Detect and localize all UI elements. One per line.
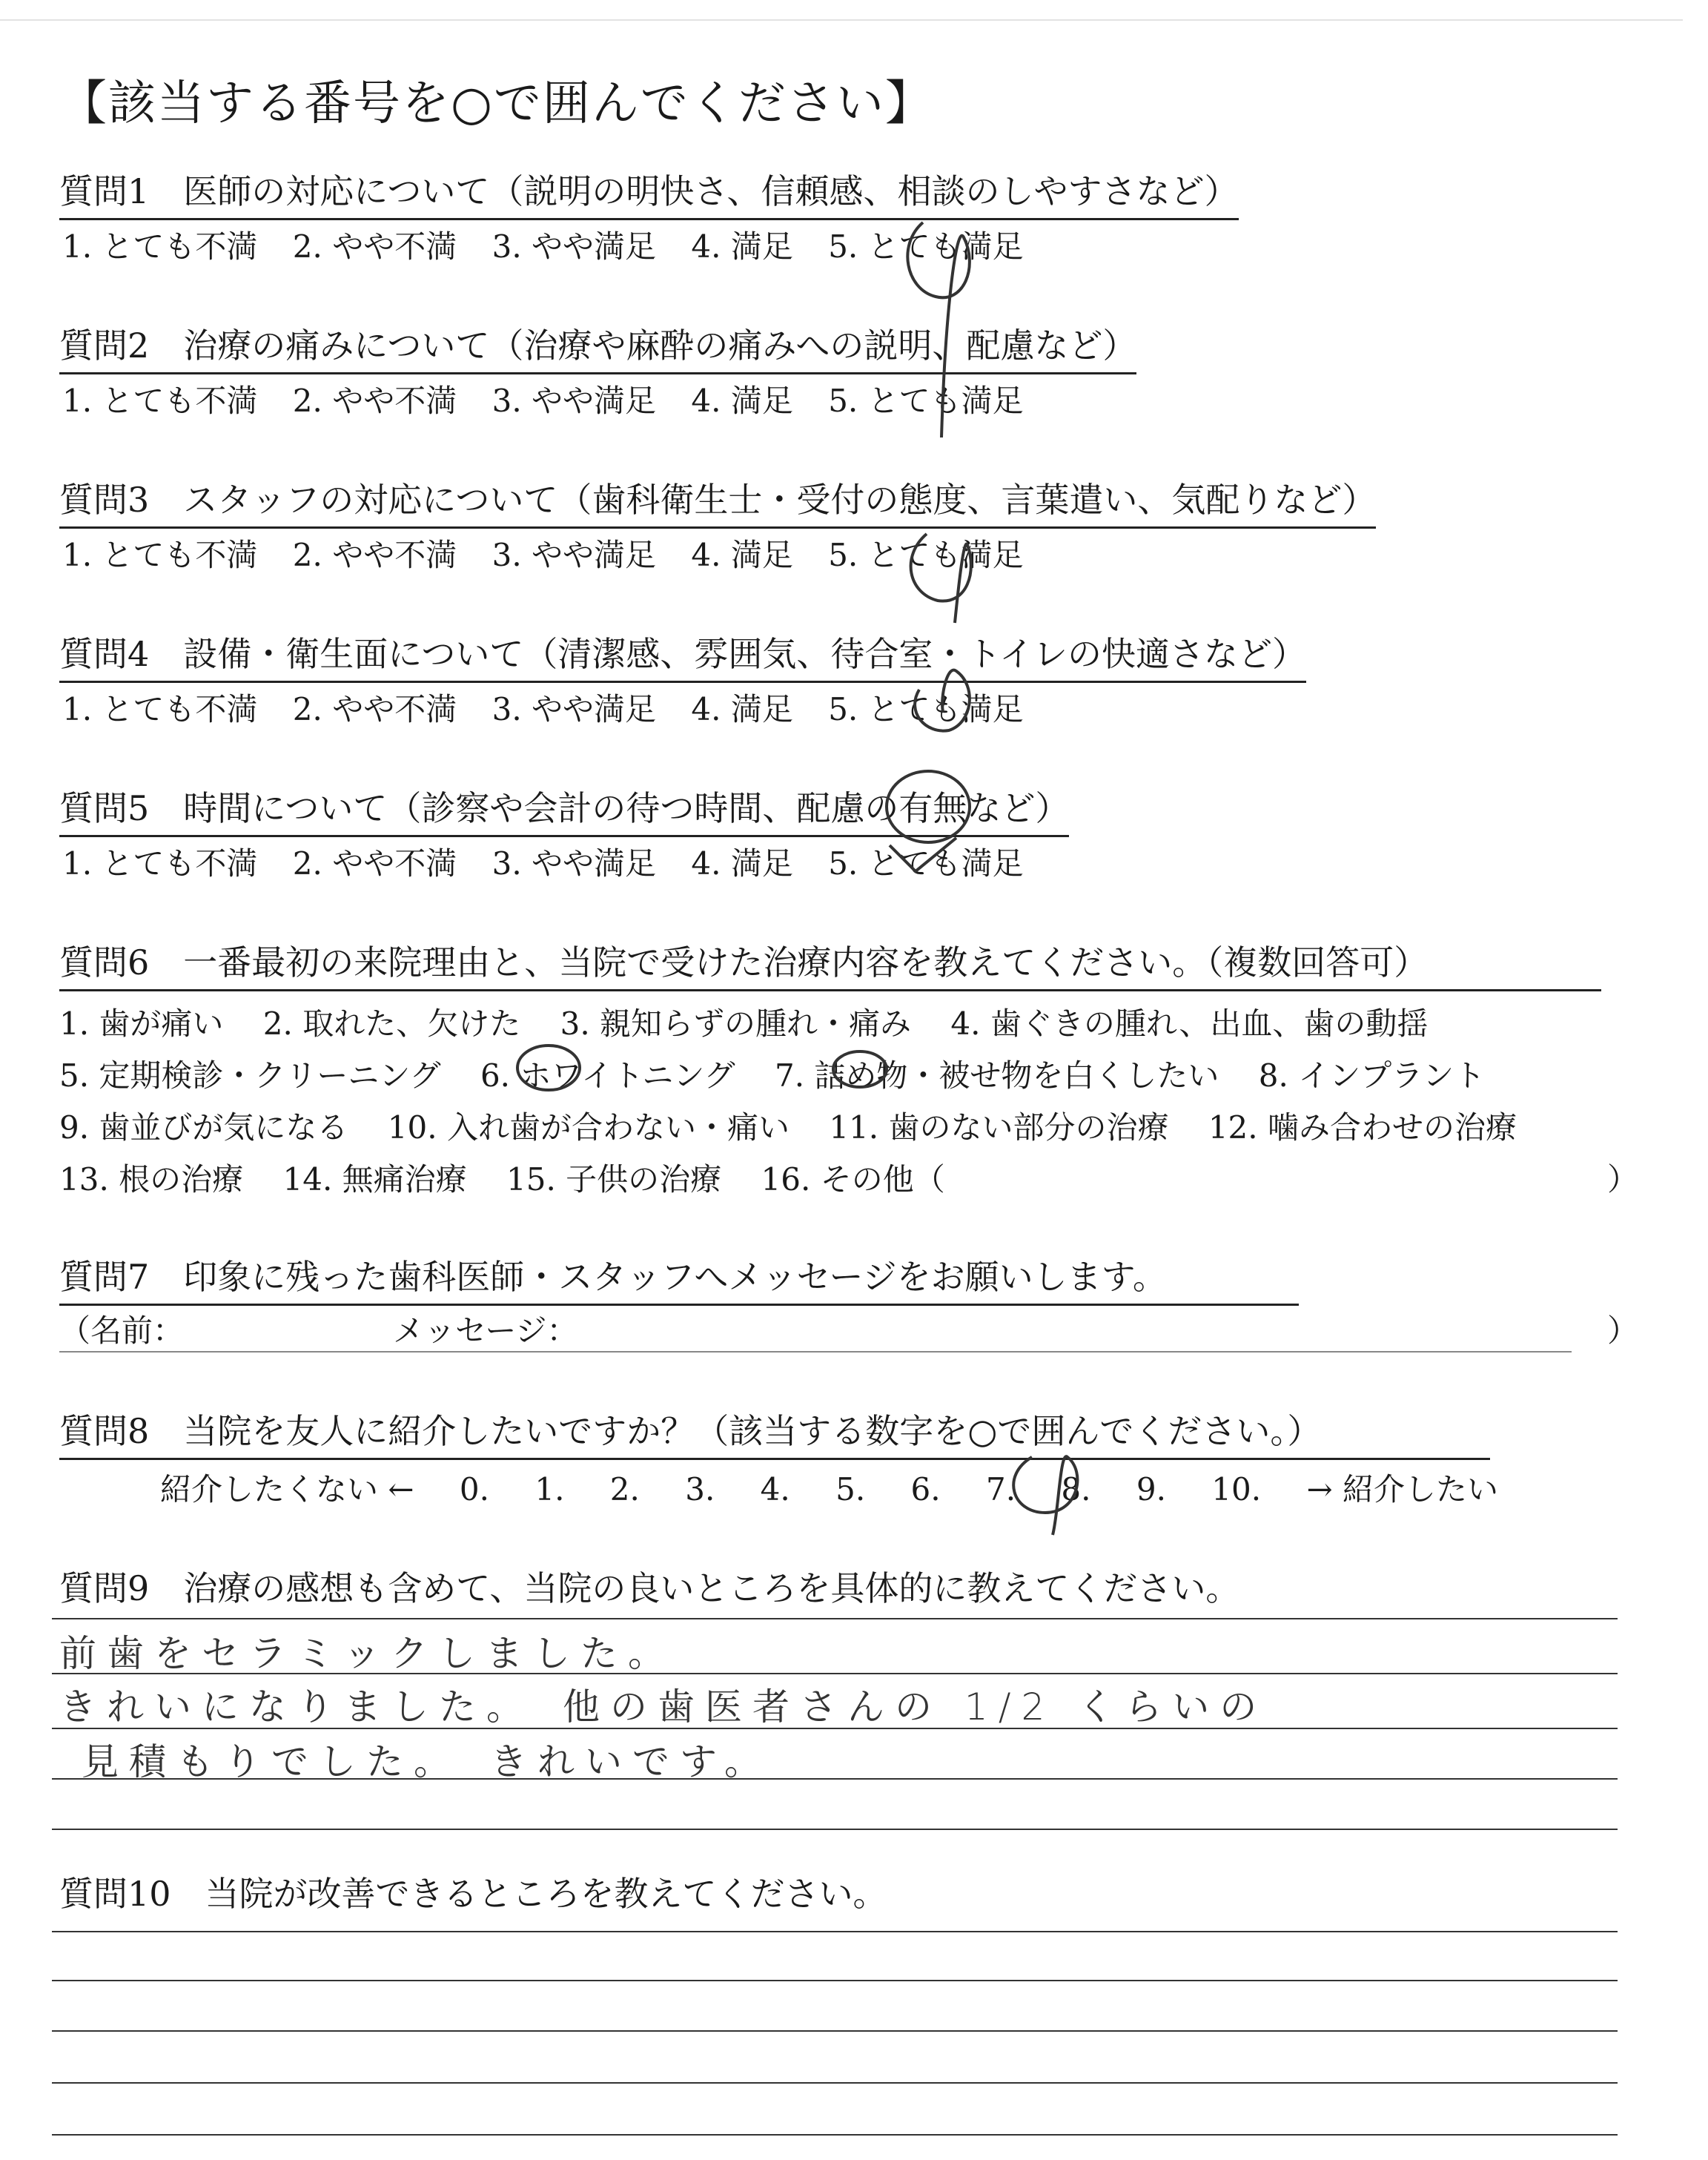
q8-num-2[interactable]: 2.: [609, 1471, 640, 1507]
q6-option-1[interactable]: 1. 歯が痛い: [59, 1005, 224, 1042]
q1-option-2[interactable]: 2. やや不満: [292, 228, 457, 265]
page-header: 【該当する番号を○で囲んでください】: [59, 76, 934, 131]
q8-scale: [160, 1465, 1528, 1510]
q8-num-0[interactable]: 0.: [459, 1471, 489, 1507]
q9-line-1[interactable]: [52, 1618, 1618, 1619]
q6-option-11[interactable]: 11. 歯のない部分の治療: [829, 1109, 1169, 1146]
q6-option-15[interactable]: 15. 子供の治療: [506, 1161, 722, 1198]
q6-option-16[interactable]: 16. その他（: [761, 1161, 945, 1198]
q6-option-7[interactable]: 7. 詰め物・被せ物を白くしたい: [774, 1057, 1219, 1094]
q6-option-5[interactable]: 5. 定期検診・クリーニング: [59, 1057, 441, 1094]
q2-title: 質問2 治療の痛みについて（治療や麻酔の痛みへの説明、配慮など）: [59, 319, 1136, 374]
q3-option-2[interactable]: 2. やや不満: [292, 537, 457, 573]
q8-right-label: → 紹介したい: [1306, 1471, 1498, 1507]
q3-option-4[interactable]: 4. 満足: [691, 537, 793, 573]
q6-option-9[interactable]: 9. 歯並びが気になる: [59, 1109, 348, 1146]
q5-title: 質問5 時間について（診察や会計の待つ時間、配慮の有無など）: [59, 782, 1069, 837]
q7-answer-line[interactable]: [59, 1351, 1572, 1353]
q2-option-2[interactable]: 2. やや不満: [292, 383, 457, 419]
q4-option-3[interactable]: 3. やや満足: [491, 691, 657, 727]
q6-row-2: [59, 1051, 1515, 1096]
q7-name-label: （名前：: [59, 1312, 185, 1349]
q1-title: 質問1 医師の対応について（説明の明快さ、信頼感、相談のしやすさなど）: [59, 165, 1239, 220]
q3-options: [62, 531, 1049, 575]
q10-line-3[interactable]: [52, 2030, 1618, 2032]
q6-row-1: [59, 1000, 1457, 1044]
q2-option-1[interactable]: 1. とても不満: [62, 383, 258, 419]
q6-option-6[interactable]: 6. ホワイトニング: [480, 1057, 735, 1094]
top-border: [0, 19, 1683, 21]
q8-num-5[interactable]: 5.: [835, 1471, 866, 1507]
q4-option-2[interactable]: 2. やや不満: [292, 691, 457, 727]
q2-options: [62, 377, 1049, 421]
q6-option-8[interactable]: 8. インプラント: [1258, 1057, 1486, 1094]
q5-option-1[interactable]: 1. とても不満: [62, 845, 258, 882]
q4-option-5[interactable]: 5. とても満足: [828, 691, 1024, 727]
q6-option-4[interactable]: 4. 歯ぐきの腫れ、出血、歯の動揺: [950, 1005, 1429, 1042]
q6-option-12[interactable]: 12. 噛み合わせの治療: [1208, 1109, 1517, 1146]
q3-title: 質問3 スタッフの対応について（歯科衛生士・受付の態度、言葉遣い、気配りなど）: [59, 473, 1376, 529]
q10-line-4[interactable]: [52, 2082, 1618, 2084]
q8-num-9[interactable]: 9.: [1136, 1471, 1166, 1507]
q2-option-4[interactable]: 4. 満足: [691, 383, 793, 419]
q7-message-label: メッセージ：: [393, 1312, 578, 1349]
q9-handwritten-line-2: きれいになりました。 他の歯医者さんの 1/2 くらいの: [59, 1685, 1268, 1728]
q8-title: 質問8 当院を友人に紹介したいですか？（該当する数字を○で囲んでください。）: [59, 1404, 1490, 1460]
q1-option-5[interactable]: 5. とても満足: [828, 228, 1024, 265]
q5-option-3[interactable]: 3. やや満足: [491, 845, 657, 882]
q8-num-7[interactable]: 7.: [985, 1471, 1016, 1507]
q8-num-1[interactable]: 1.: [534, 1471, 565, 1507]
q2-option-3[interactable]: 3. やや満足: [491, 383, 657, 419]
q9-line-5[interactable]: [52, 1829, 1618, 1830]
q10-line-1[interactable]: [52, 1931, 1618, 1932]
q6-option-13[interactable]: 13. 根の治療: [59, 1161, 244, 1198]
q9-handwritten-line-1: 前歯をセラミックしました。: [59, 1632, 675, 1675]
q1-option-1[interactable]: 1. とても不満: [62, 228, 258, 265]
q8-num-3[interactable]: 3.: [685, 1471, 715, 1507]
q2-option-5[interactable]: 5. とても満足: [828, 383, 1024, 419]
q8-num-6[interactable]: 6.: [910, 1471, 941, 1507]
q5-options: [62, 839, 1049, 884]
q3-option-3[interactable]: 3. やや満足: [491, 537, 657, 573]
q4-title: 質問4 設備・衛生面について（清潔感、雰囲気、待合室・トイレの快適さなど）: [59, 627, 1306, 683]
q4-options: [62, 685, 1049, 730]
q4-option-4[interactable]: 4. 満足: [691, 691, 793, 727]
q6-other-close-paren: ）: [1607, 1161, 1639, 1198]
q10-line-2[interactable]: [52, 1980, 1618, 1981]
q8-num-8[interactable]: 8.: [1061, 1471, 1091, 1507]
q5-option-2[interactable]: 2. やや不満: [292, 845, 457, 882]
q3-option-5[interactable]: 5. とても満足: [828, 537, 1024, 573]
q1-option-3[interactable]: 3. やや満足: [491, 228, 657, 265]
q6-option-2[interactable]: 2. 取れた、欠けた: [262, 1005, 521, 1042]
q6-row-4: [59, 1155, 975, 1200]
q8-num-4[interactable]: 4.: [760, 1471, 790, 1507]
q6-option-14[interactable]: 14. 無痛治療: [282, 1161, 467, 1198]
q8-num-10[interactable]: 10.: [1211, 1471, 1262, 1507]
q5-option-5[interactable]: 5. とても満足: [828, 845, 1024, 882]
q7-close-paren: ）: [1607, 1312, 1639, 1349]
q6-option-3[interactable]: 3. 親知らずの腫れ・痛み: [560, 1005, 912, 1042]
q3-option-1[interactable]: 1. とても不満: [62, 537, 258, 573]
q10-title: 質問10 当院が改善できるところを教えてください。: [59, 1874, 887, 1914]
q1-options: [62, 222, 1049, 267]
q8-left-label: 紹介したくない ←: [160, 1471, 414, 1507]
q9-handwritten-line-3: 見積もりでした。 きれいです。: [82, 1740, 772, 1783]
q1-option-4[interactable]: 4. 満足: [691, 228, 793, 265]
q7-title: 質問7 印象に残った歯科医師・スタッフへメッセージをお願いします。: [59, 1250, 1299, 1306]
q5-option-4[interactable]: 4. 満足: [691, 845, 793, 882]
q4-option-1[interactable]: 1. とても不満: [62, 691, 258, 727]
q6-row-3: [59, 1103, 1546, 1148]
q10-line-5[interactable]: [52, 2134, 1618, 2136]
q9-title: 質問9 治療の感想も含めて、当院の良いところを具体的に教えてください。: [59, 1568, 1240, 1608]
q6-option-10[interactable]: 10. 入れ歯が合わない・痛い: [387, 1109, 790, 1146]
q6-title: 質問6 一番最初の来院理由と、当院で受けた治療内容を教えてください。（複数回答可）: [59, 936, 1601, 991]
